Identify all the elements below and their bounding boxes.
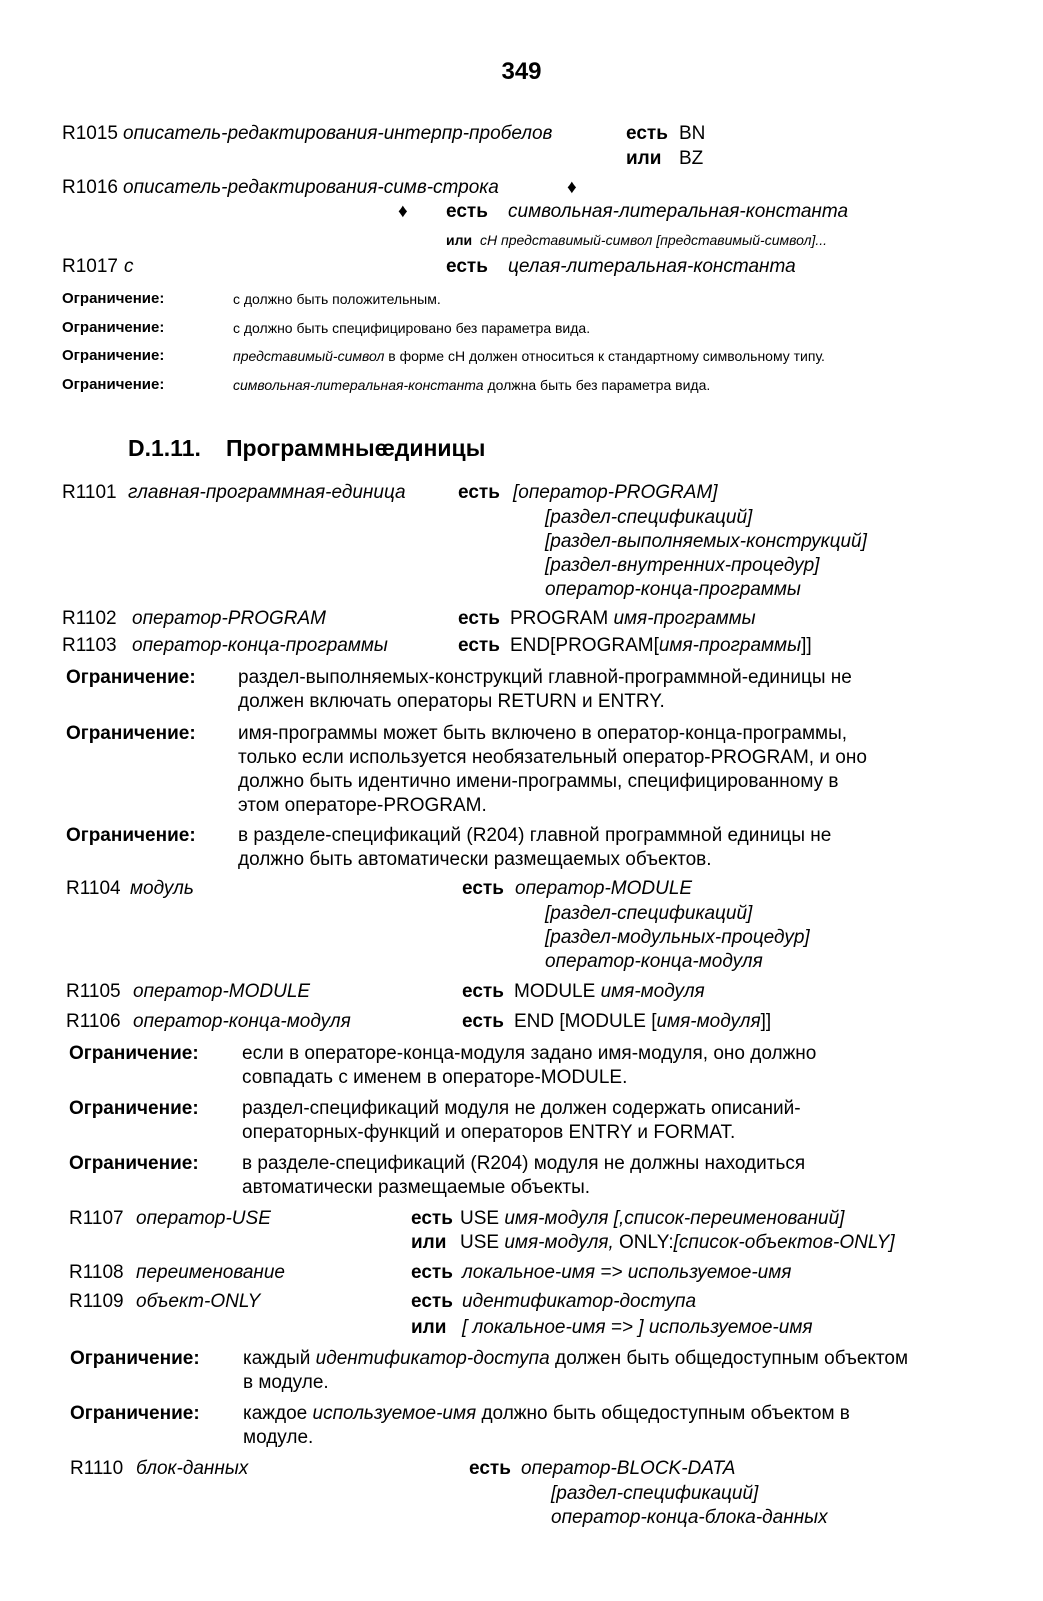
constraint-text: совпадать с именем в операторе-MODULE. <box>242 1067 628 1088</box>
constraint-text: должно быть идентично имени-программы, специфицированному в <box>238 771 839 792</box>
rule-id: R1015 <box>62 123 118 144</box>
rule-id: R1016 <box>62 177 118 198</box>
term: имя-программы <box>613 608 756 629</box>
text: ]] <box>801 635 812 656</box>
keyword: есть <box>446 256 488 277</box>
diamond-marker: ♦ <box>398 201 408 222</box>
rule-value <box>514 1012 771 1031</box>
constraint-text: модуле. <box>243 1427 314 1448</box>
rule-id: R1106 <box>66 1011 121 1032</box>
section-title: единицы <box>382 435 486 461</box>
keyword: есть <box>458 608 500 629</box>
section-title: Программные <box>226 435 388 461</box>
rule-value <box>510 609 756 628</box>
constraint-text: в модуле. <box>243 1372 329 1393</box>
keyword: есть <box>469 1458 511 1479</box>
term: имя-модуля, <box>504 1232 614 1253</box>
constraint-label: Ограничение: <box>69 1153 199 1174</box>
text: USE <box>460 1232 500 1253</box>
section-number: D.1.11. <box>128 435 201 461</box>
constraint-text: если в операторе-конца-модуля задано имя-модуля, оно должно <box>242 1043 817 1064</box>
constraint-label: Ограничение: <box>69 1098 199 1119</box>
text: USE <box>460 1208 500 1229</box>
constraint-label: Ограничение: <box>62 319 165 336</box>
rule-value <box>514 982 705 1001</box>
keyword: есть <box>626 123 668 144</box>
text: PROGRAM <box>510 608 609 629</box>
rule-id: R1103 <box>62 635 117 656</box>
rule-name: оператор-конца-модуля <box>133 1011 351 1032</box>
diamond-marker: ♦ <box>567 177 577 198</box>
constraint-label: Ограничение: <box>62 290 165 307</box>
constraint-text: c должно быть положительным. <box>233 291 441 307</box>
rule-id: R1110 <box>70 1458 124 1479</box>
text: каждый <box>243 1348 311 1369</box>
term: идентификатор-доступа <box>315 1348 550 1369</box>
term: имя-модуля <box>600 981 705 1002</box>
constraint-text: раздел-спецификаций модуля не должен содержать описаний- <box>242 1098 801 1119</box>
text: ONLY: <box>619 1232 674 1253</box>
term: представимый-символ <box>233 348 385 364</box>
rule-id: R1102 <box>62 608 117 629</box>
rule-name: описатель-редактирования-симв-строка <box>123 177 499 198</box>
constraint-text <box>233 349 825 363</box>
constraint-text <box>233 378 710 392</box>
constraint-text: имя-программы может быть включено в оператор-конца-программы, <box>238 723 848 744</box>
constraint-label: Ограничение: <box>62 347 165 364</box>
text: ]] <box>760 1011 772 1032</box>
rule-name: главная-программная-единица <box>128 482 406 503</box>
rule-value <box>460 1209 844 1228</box>
term: имя-программы <box>658 635 802 656</box>
constraint-label: Ограничение: <box>66 723 196 744</box>
rule-value <box>510 636 812 655</box>
keyword: есть <box>462 878 504 899</box>
rule-id: R1108 <box>69 1262 124 1283</box>
keyword: или <box>626 148 662 169</box>
rule-value: [раздел-спецификаций] <box>551 1483 759 1504</box>
constraint-label: Ограничение: <box>66 825 196 846</box>
term: имя-модуля [,список-переименований] <box>504 1208 845 1229</box>
rule-id: R1017 <box>62 256 118 277</box>
term: используемое-имя <box>312 1403 477 1424</box>
rule-id: R1104 <box>66 878 121 899</box>
rule-value: BN <box>679 123 706 144</box>
constraint-label: Ограничение: <box>70 1403 200 1424</box>
rule-name: описатель-редактирования-интерпр-пробелов <box>123 123 553 144</box>
constraint-label: Ограничение: <box>70 1348 200 1369</box>
rule-id: R1101 <box>62 482 117 503</box>
rule-name: оператор-USE <box>136 1208 271 1229</box>
rule-value: BZ <box>679 148 704 169</box>
rule-value: [оператор-PROGRAM] <box>513 482 718 503</box>
keyword: есть <box>411 1291 453 1312</box>
term: [список-объектов-ONLY] <box>673 1232 895 1253</box>
keyword: есть <box>458 635 500 656</box>
rule-name: блок-данных <box>136 1458 249 1479</box>
keyword: или <box>411 1317 447 1338</box>
rule-value: оператор-конца-программы <box>545 579 801 600</box>
rule-id: R1109 <box>69 1291 124 1312</box>
rule-name: c <box>124 256 134 277</box>
text: MODULE <box>514 981 596 1002</box>
rule-value: оператор-BLOCK-DATA <box>521 1458 736 1479</box>
text: каждое <box>243 1403 308 1424</box>
rule-value: оператор-MODULE <box>515 878 693 899</box>
rule-value: cH представимый-символ [представимый-символ]... <box>480 232 828 248</box>
constraint-text: автоматически размещаемые объекты. <box>242 1177 591 1198</box>
constraint-label: Ограничение: <box>66 667 196 688</box>
term: символьная-литеральная-константа <box>233 377 484 393</box>
rule-value: целая-литеральная-константа <box>508 256 796 277</box>
page-number: 349 <box>501 58 542 85</box>
keyword: или <box>446 232 473 248</box>
constraint-text: должно быть автоматически размещаемых объектов. <box>238 849 712 870</box>
rule-id: R1105 <box>66 981 121 1002</box>
rule-name: оператор-PROGRAM <box>132 608 326 629</box>
constraint-text: в разделе-спецификаций (R204) модуля не должны находиться <box>242 1153 806 1174</box>
keyword: есть <box>411 1262 453 1283</box>
constraint-text <box>243 1349 908 1368</box>
rule-value: [раздел-модульных-процедур] <box>545 927 810 948</box>
constraint-text: раздел-выполняемых-конструкций главной-программной-единицы не <box>238 667 852 688</box>
constraint-label: Ограничение: <box>69 1043 199 1064</box>
constraint-text: операторных-функций и операторов ENTRY и FORMAT. <box>242 1122 736 1143</box>
rule-id: R1107 <box>69 1208 124 1229</box>
constraint-label: Ограничение: <box>62 376 165 393</box>
rule-name: оператор-конца-программы <box>132 635 388 656</box>
rule-value: символьная-литеральная-константа <box>508 201 849 222</box>
constraint-text: в разделе-спецификаций (R204) главной программной единицы не <box>238 825 832 846</box>
constraint-text <box>243 1404 850 1423</box>
rule-value: [раздел-спецификаций] <box>545 507 753 528</box>
keyword: есть <box>462 1011 504 1032</box>
rule-value: идентификатор-доступа <box>462 1291 697 1312</box>
term: имя-модуля <box>656 1011 761 1032</box>
keyword: есть <box>446 201 488 222</box>
rule-name: оператор-MODULE <box>133 981 311 1002</box>
rule-name: переименование <box>136 1262 285 1283</box>
keyword: есть <box>411 1208 453 1229</box>
text: END[PROGRAM[ <box>510 635 659 656</box>
constraint-text: этом операторе-PROGRAM. <box>238 795 487 816</box>
rule-value: оператор-конца-блока-данных <box>551 1507 828 1528</box>
text: END [MODULE [ <box>514 1011 657 1032</box>
constraint-text: c должно быть специфицировано без параметра вида. <box>233 320 591 336</box>
constraint-text: только если используется необязательный оператор-PROGRAM, и оно <box>238 747 867 768</box>
rule-value: локальное-имя => используемое-имя <box>462 1262 792 1283</box>
constraint-text: должен включать операторы RETURN и ENTRY. <box>238 691 665 712</box>
keyword: есть <box>458 482 500 503</box>
text: должно быть общедоступным объектом в <box>481 1403 850 1424</box>
keyword: есть <box>462 981 504 1002</box>
rule-name: объект-ONLY <box>136 1291 261 1312</box>
text: должна быть без параметра вида. <box>487 377 711 393</box>
text: в форме cH должен относиться к стандартному символьному типу. <box>388 348 825 364</box>
rule-value <box>460 1233 895 1252</box>
rule-value: [раздел-внутренних-процедур] <box>545 555 820 576</box>
text: должен быть общедоступным объектом <box>554 1348 909 1369</box>
rule-value: [раздел-спецификаций] <box>545 903 753 924</box>
rule-value: [ локальное-имя => ] используемое-имя <box>462 1317 813 1338</box>
rule-value: оператор-конца-модуля <box>545 951 763 972</box>
rule-value: [раздел-выполняемых-конструкций] <box>545 531 867 552</box>
keyword: или <box>411 1232 447 1253</box>
rule-name: модуль <box>130 878 194 899</box>
